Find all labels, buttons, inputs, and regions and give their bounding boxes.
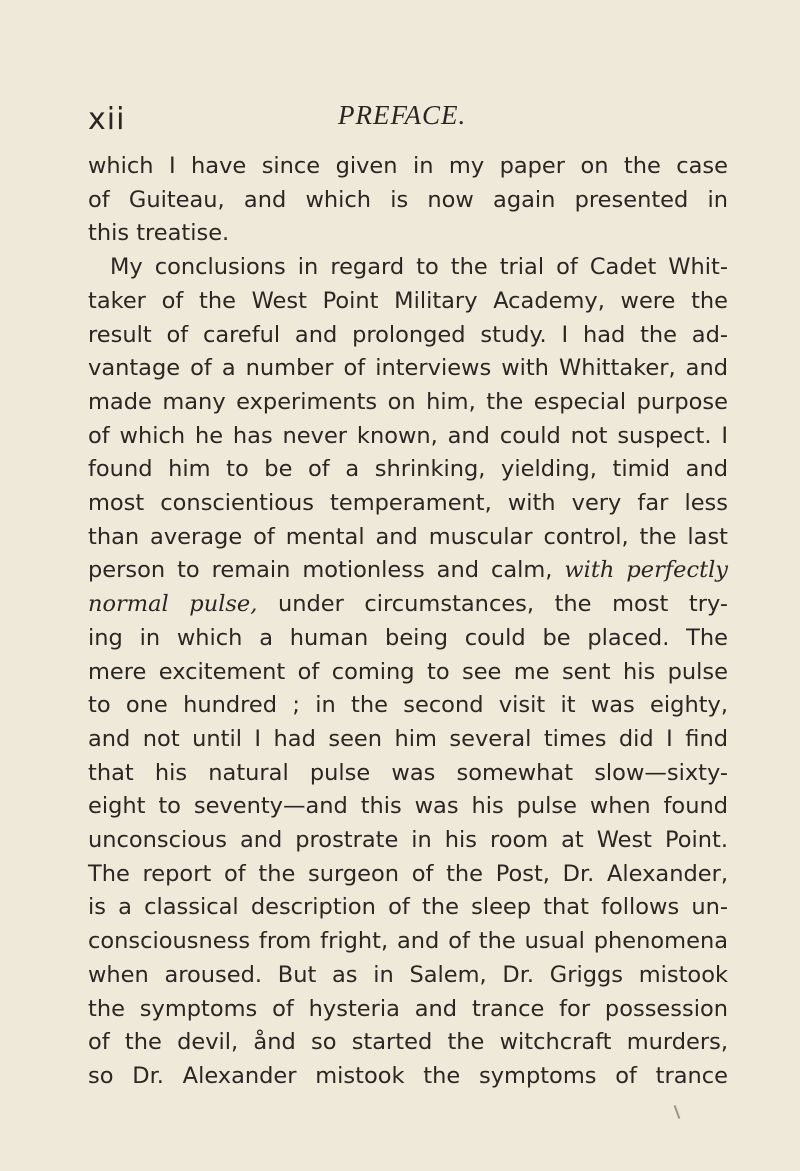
text-line: taker of the West Point Military Academy, were the [88, 287, 728, 314]
text-line: and not until I had seen him several times did I find [88, 725, 728, 752]
emphasized-text: normal pulse, [88, 591, 258, 618]
text-line: mere excitement of coming to see me sent his pulse [88, 658, 728, 685]
emphasized-text: with perfectly [564, 557, 729, 584]
text-line: vantage of a number of interviews with Whittaker, and [88, 355, 728, 382]
text-line [88, 554, 728, 588]
text-line [88, 588, 728, 622]
page-number: xii [88, 102, 126, 137]
text-line: made many experiments on him, the especial purpose [88, 388, 728, 415]
text-line: the symptoms of hysteria and trance for possession [88, 995, 728, 1022]
text-line: My conclusions in regard to the trial of Cadet Whit- [110, 254, 728, 281]
text-line: unconscious and prostrate in his room at West Point. [88, 827, 728, 854]
text-line: this treatise. [88, 220, 230, 247]
body-text [88, 150, 728, 1094]
text-line: is a classical description of the sleep that follows un- [88, 894, 728, 921]
text-line: than average of mental and muscular control, the last [88, 523, 728, 550]
text-line: most conscientious temperament, with very far less [88, 490, 728, 517]
text-line: when aroused. But as in Salem, Dr. Griggs mistook [88, 961, 728, 988]
text-line: of Guiteau, and which is now again presented in [88, 186, 728, 213]
text-line: found him to be of a shrinking, yielding, timid and [88, 456, 728, 483]
text-line: consciousness from fright, and of the usual phenomena [88, 928, 728, 955]
text-line: The report of the surgeon of the Post, Dr. Alexander, [88, 860, 728, 887]
text-line: result of careful and prolonged study. I had the ad- [88, 321, 728, 348]
text-line: of the devil, ånd so started the witchcraft murders, [88, 1029, 728, 1056]
text-line: that his natural pulse was somewhat slow—sixty- [88, 759, 728, 786]
text-line: of which he has never known, and could not suspect. I [88, 422, 728, 449]
text-line: so Dr. Alexander mistook the symptoms of trance [88, 1062, 728, 1089]
ink-mark [674, 1105, 681, 1119]
text-segment: under circumstances, the most try- [277, 591, 728, 618]
text-line: ing in which a human being could be placed. The [88, 624, 728, 651]
text-line: to one hundred ; in the second visit it was eighty, [88, 692, 728, 719]
page-header [88, 100, 728, 140]
text-line: which I have since given in my paper on the case [88, 153, 728, 179]
running-head: PREFACE. [338, 100, 467, 130]
text-line: eight to seventy—and this was his pulse when found [88, 793, 728, 820]
text-segment: person to remain motionless and calm, [88, 557, 553, 584]
